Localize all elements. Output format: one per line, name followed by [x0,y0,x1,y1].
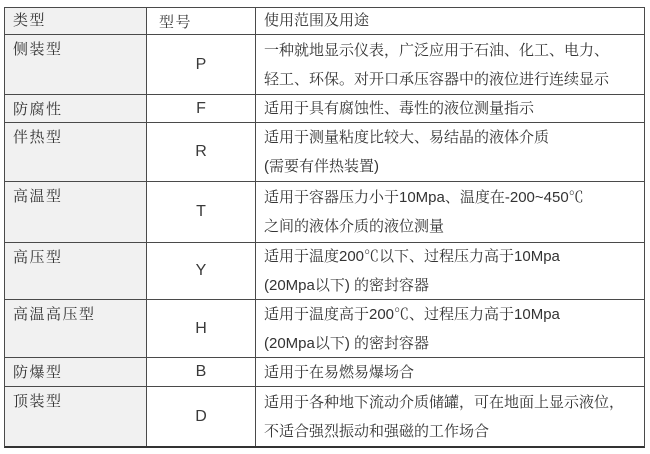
type-cell: 高温高压型 [5,300,147,357]
desc-cell [256,95,644,122]
header-usage-label: 使用范围及用途 [264,12,370,29]
header-type: 类型 [5,8,147,34]
desc-line: (20Mpa以下) 的密封容器 [264,277,430,294]
desc-line: 之间的液体介质的液位测量 [264,218,445,235]
type-cell: 侧装型 [5,35,147,94]
desc-line: 适用于在易燃易爆场合 [264,363,415,381]
desc-line: 不适合强烈振动和强磁的工作场合 [264,422,490,440]
desc-cell [256,387,644,446]
table-row [5,300,644,358]
desc-line: 适用于各种地下流动介质储罐，可在地面上显示液位， [264,393,625,411]
table-row [5,387,644,446]
desc-line: 适用于容器压力小于10Mpa、温度在-200~450℃ [264,189,584,206]
type-cell: 防腐性 [5,95,147,122]
desc-cell [256,182,644,242]
table-row [5,95,644,123]
model-cell: H [147,300,256,357]
table-row [5,358,644,387]
desc-line: 适用于温度200℃以下、过程压力高于10Mpa [264,248,560,265]
desc-line: 一种就地显示仪表，广泛应用于石油、化工、电力、 [264,41,610,59]
type-cell: 防爆型 [5,358,147,386]
model-cell: R [147,123,256,181]
model-cell: F [147,95,256,122]
desc-line: 适用于温度高于200℃、过程压力高于10Mpa [264,305,560,323]
type-cell: 高压型 [5,243,147,299]
table-row [5,182,644,243]
desc-cell [256,35,644,94]
table-row [5,243,644,300]
desc-line: (20Mpa以下) 的密封容器 [264,334,430,352]
desc-cell [256,243,644,299]
table-row [5,35,644,95]
desc-line: 轻工、环保。对开口承压容器中的液位进行连续显示 [264,70,610,88]
type-cell: 伴热型 [5,123,147,181]
desc-line: 适用于测量粘度比较大、易结晶的液体介质 [264,129,550,146]
model-cell: Y [147,243,256,299]
header-usage [256,8,644,34]
desc-cell [256,358,644,386]
desc-cell [256,300,644,357]
desc-cell [256,123,644,181]
type-cell: 高温型 [5,182,147,242]
model-cell: T [147,182,256,242]
table-header-row [5,8,644,35]
model-cell: P [147,35,256,94]
spec-table [4,7,645,448]
header-model: 型号 [147,8,256,34]
desc-line: (需要有伴热装置) [264,158,379,175]
model-cell: B [147,358,256,386]
table-row [5,123,644,182]
desc-line: 适用于具有腐蚀性、毒性的液位测量指示 [264,100,535,117]
type-cell: 顶装型 [5,387,147,446]
model-cell: D [147,387,256,446]
